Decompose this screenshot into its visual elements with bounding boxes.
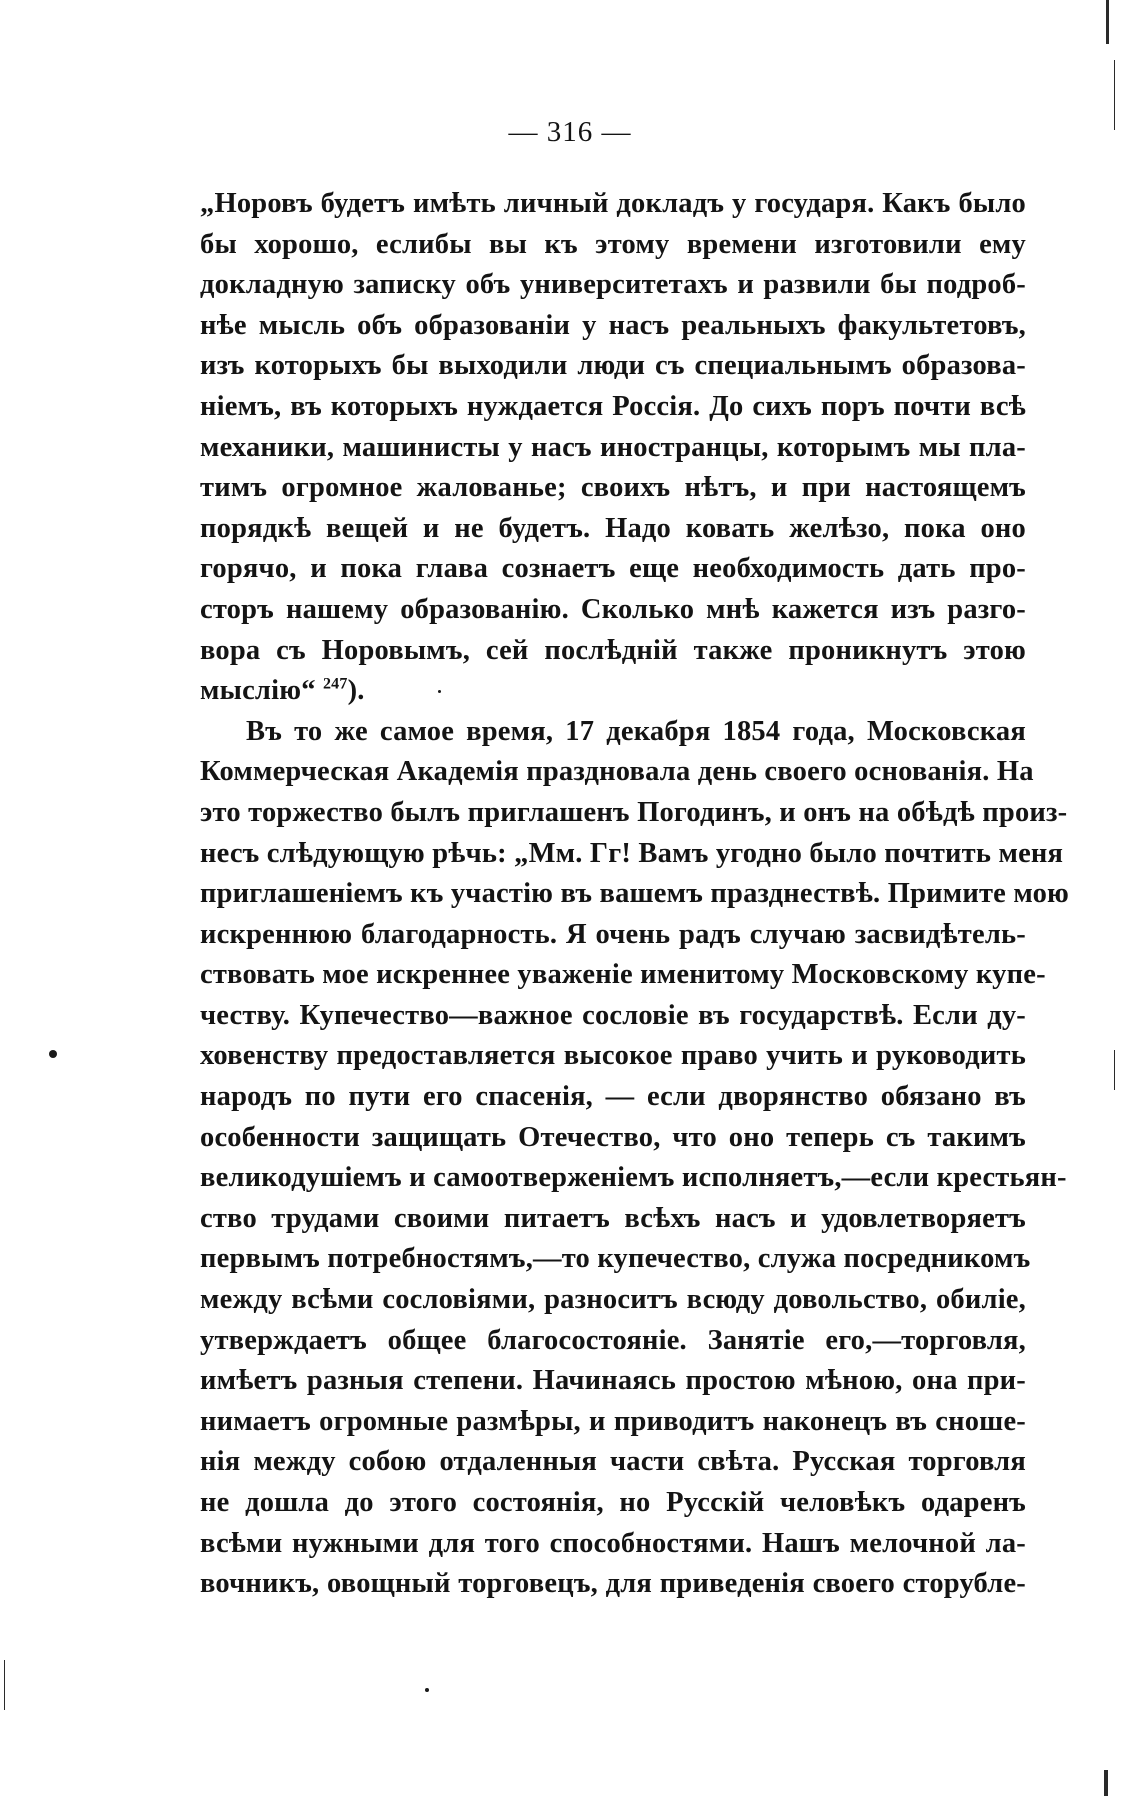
text-line: „Норовъ будетъ имѣть личный докладъ у государя. Какъ было — [200, 188, 1026, 219]
text-line: первымъ потребностямъ,—то купечество, служа посредникомъ — [200, 1243, 1031, 1275]
text-line: народъ по пути его спасенія, — если дворянство обязано въ — [200, 1081, 1026, 1113]
text-line: приглашеніемъ къ участію въ вашемъ празднествѣ. Примите мою — [200, 878, 1070, 910]
text-line: вочникъ, овощный торговецъ, для приведенія своего сторубле- — [200, 1568, 1026, 1600]
text-line: Въ то же самое время, 17 декабря 1854 года, Московская — [246, 715, 1026, 747]
text-line: ство трудами своими питаетъ всѣхъ насъ и удовлетворяетъ — [200, 1202, 1026, 1234]
text-line: особенности защищать Отечество, что оно теперь съ такимъ — [200, 1121, 1026, 1153]
text-line: докладную записку объ университетахъ и развили бы подроб- — [200, 269, 1026, 301]
scan-edge-mark — [1114, 60, 1115, 130]
scan-edge-mark — [4, 1660, 5, 1710]
text-line: нѣе мысль объ образованіи у насъ реальныхъ факультетовъ, — [200, 309, 1026, 341]
text-line: всѣми нужными для того способностями. Нашъ мелочной ла- — [200, 1527, 1026, 1559]
text-line: ніемъ, въ которыхъ нуждается Россія. До сихъ поръ почти всѣ — [200, 390, 1026, 422]
text-line: сторъ нашему образованію. Сколько мнѣ кажется изъ разго- — [200, 593, 1026, 625]
text-line: тимъ огромное жалованье; своихъ нѣтъ, и при настоящемъ — [200, 472, 1026, 504]
paragraph-quote-letter — [200, 184, 1026, 712]
text-line: нимаетъ огромные размѣры, и приводитъ наконецъ въ сноше- — [200, 1405, 1026, 1437]
text-line: изъ которыхъ бы выходили люди съ специальнымъ образова- — [200, 350, 1026, 382]
text-line: механики, машинисты у насъ иностранцы, которымъ мы пла- — [200, 431, 1026, 463]
text-line: вора съ Норовымъ, сей послѣдній также проникнутъ этою — [200, 634, 1026, 666]
final-punctuation: ). — [347, 675, 365, 707]
ink-speck — [425, 1688, 429, 1692]
text-line: нія между собою отдаленныя части свѣта. Русская торговля — [200, 1446, 1026, 1478]
text-line: ствовать мое искреннее уваженіе именитому Московскому купе- — [200, 959, 1046, 991]
text-line: утверждаетъ общее благосостояніе. Занятіе его,—торговля, — [200, 1324, 1026, 1356]
text-line: между всѣми сословіями, разноситъ всюду довольство, обиліе, — [200, 1284, 1026, 1316]
page-number: — 316 — — [508, 116, 632, 148]
text-line-final — [200, 671, 1026, 712]
text-line: бы хорошо, еслибы вы къ этому времени изготовили ему — [200, 228, 1026, 260]
final-word: мыслію“ — [200, 675, 316, 707]
text-line: несъ слѣдующую рѣчь: „Мм. Гг! Вамъ угодно было почтить меня — [200, 837, 1064, 869]
text-line: не дошла до этого состоянія, но Русскій человѣкъ одаренъ — [200, 1487, 1026, 1518]
text-line: ховенству предоставляется высокое право учить и руководить — [200, 1040, 1026, 1072]
text-line: великодушіемъ и самоотверженіемъ исполняетъ,—если крестьян- — [200, 1162, 1067, 1194]
text-line: это торжество былъ приглашенъ Погодинъ, и онъ на обѣдѣ произ- — [200, 796, 1068, 828]
footnote-reference: 247 — [322, 675, 348, 693]
scan-edge-mark — [1106, 0, 1109, 44]
scan-edge-mark — [1114, 1050, 1115, 1090]
body-text — [200, 184, 1070, 1605]
text-line: честву. Купечество—важное сословіе въ государствѣ. Если ду- — [200, 999, 1026, 1031]
ink-speck — [49, 1050, 57, 1058]
text-line: имѣетъ разныя степени. Начинаясь простою мѣною, она при- — [200, 1365, 1026, 1397]
paragraph-speech — [200, 712, 1070, 1605]
ink-speck — [438, 690, 441, 693]
text-line: горячо, и пока глава сознаетъ еще необходимость дать про- — [200, 553, 1026, 585]
scan-edge-mark — [1104, 1770, 1108, 1796]
text-line: Коммерческая Академія праздновала день своего основанія. На — [200, 756, 1034, 788]
text-line: искреннюю благодарность. Я очень радъ случаю засвидѣтель- — [200, 918, 1026, 950]
text-line: порядкѣ вещей и не будетъ. Надо ковать желѣзо, пока оно — [200, 512, 1026, 544]
